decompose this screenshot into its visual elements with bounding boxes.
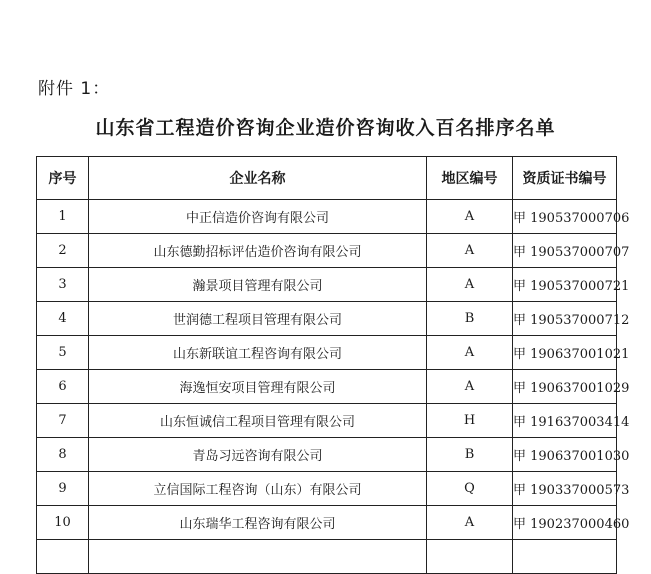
cell-company-name: 中正信造价咨询有限公司 bbox=[89, 200, 427, 234]
cell-cert-number: 甲 190537000721 bbox=[513, 268, 617, 302]
cell-region-code: A bbox=[427, 370, 513, 404]
cell-company-name: 立信国际工程咨询（山东）有限公司 bbox=[89, 472, 427, 506]
cell-seq: 10 bbox=[37, 506, 89, 540]
cell-region-code: A bbox=[427, 336, 513, 370]
table-row bbox=[37, 200, 617, 234]
cell-seq bbox=[37, 540, 89, 574]
cell-seq: 2 bbox=[37, 234, 89, 268]
cell-cert-number: 甲 190637001029 bbox=[513, 370, 617, 404]
cell-region-code: A bbox=[427, 506, 513, 540]
table-row bbox=[37, 370, 617, 404]
cell-cert-number: 甲 190537000712 bbox=[513, 302, 617, 336]
document-title: 山东省工程造价咨询企业造价咨询收入百名排序名单 bbox=[95, 117, 556, 139]
cell-cert-number bbox=[513, 540, 617, 574]
header-company-name: 企业名称 bbox=[89, 157, 427, 200]
cell-company-name: 青岛习远咨询有限公司 bbox=[89, 438, 427, 472]
cell-company-name: 海逸恒安项目管理有限公司 bbox=[89, 370, 427, 404]
table-row bbox=[37, 234, 617, 268]
cell-region-code: Q bbox=[427, 472, 513, 506]
cell-cert-number: 甲 190637001021 bbox=[513, 336, 617, 370]
table-row bbox=[37, 336, 617, 370]
cell-company-name: 山东新联谊工程咨询有限公司 bbox=[89, 336, 427, 370]
cell-seq: 3 bbox=[37, 268, 89, 302]
cell-region-code: A bbox=[427, 234, 513, 268]
cell-seq: 8 bbox=[37, 438, 89, 472]
table-row bbox=[37, 438, 617, 472]
cell-company-name: 山东德勤招标评估造价咨询有限公司 bbox=[89, 234, 427, 268]
header-cert-number: 资质证书编号 bbox=[513, 157, 617, 200]
cell-seq: 4 bbox=[37, 302, 89, 336]
cell-company-name: 山东瑞华工程咨询有限公司 bbox=[89, 506, 427, 540]
table-row-partial bbox=[37, 540, 617, 574]
cell-seq: 5 bbox=[37, 336, 89, 370]
cell-company-name: 山东恒诚信工程项目管理有限公司 bbox=[89, 404, 427, 438]
cell-region-code: A bbox=[427, 268, 513, 302]
cell-company-name bbox=[89, 540, 427, 574]
table-row bbox=[37, 268, 617, 302]
cell-region-code: B bbox=[427, 438, 513, 472]
header-region-code: 地区编号 bbox=[427, 157, 513, 200]
cell-company-name: 世润德工程项目管理有限公司 bbox=[89, 302, 427, 336]
cell-cert-number: 甲 190537000707 bbox=[513, 234, 617, 268]
cell-region-code: B bbox=[427, 302, 513, 336]
cell-region-code: A bbox=[427, 200, 513, 234]
cell-company-name: 瀚景项目管理有限公司 bbox=[89, 268, 427, 302]
cell-cert-number: 甲 191637003414 bbox=[513, 404, 617, 438]
table-row bbox=[37, 302, 617, 336]
table-row bbox=[37, 472, 617, 506]
cell-cert-number: 甲 190637001030 bbox=[513, 438, 617, 472]
cell-seq: 7 bbox=[37, 404, 89, 438]
table-header-row bbox=[37, 157, 617, 200]
cell-seq: 9 bbox=[37, 472, 89, 506]
cell-cert-number: 甲 190537000706 bbox=[513, 200, 617, 234]
cell-cert-number: 甲 190337000573 bbox=[513, 472, 617, 506]
cell-region-code bbox=[427, 540, 513, 574]
table-body bbox=[37, 200, 630, 574]
table-row bbox=[37, 506, 617, 540]
cell-seq: 6 bbox=[37, 370, 89, 404]
cell-region-code: H bbox=[427, 404, 513, 438]
ranking-table bbox=[36, 156, 630, 574]
table-row bbox=[37, 404, 617, 438]
header-seq: 序号 bbox=[37, 157, 89, 200]
attachment-label: 附件 1： bbox=[38, 79, 111, 99]
cell-cert-number: 甲 190237000460 bbox=[513, 506, 617, 540]
cell-seq: 1 bbox=[37, 200, 89, 234]
